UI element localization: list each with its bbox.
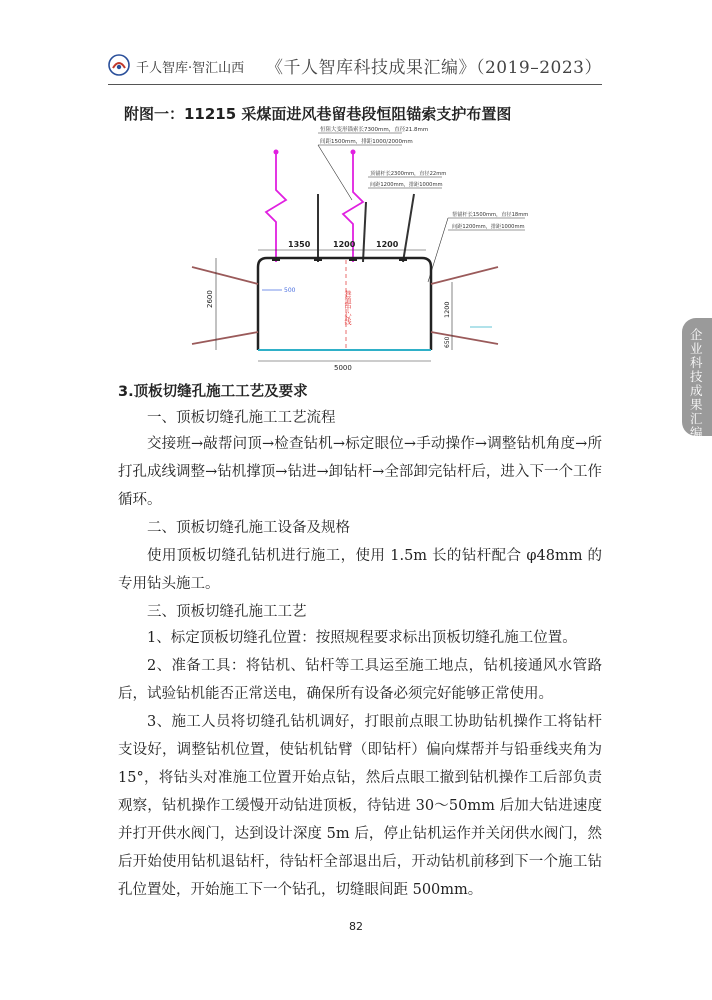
paragraph-equipment: 使用顶板切缝孔钻机进行施工，使用 1.5m 长的钻杆配合 φ48mm 的专用钻头施工。 (118, 548, 602, 592)
section-title: 3.顶板切缝孔施工工艺及要求 (118, 384, 308, 400)
subsection-heading-3: 三、顶板切缝孔施工工艺 (147, 604, 307, 620)
dim-width: 5000 (334, 364, 352, 372)
paragraph-step-1: 1、标定顶板切缝孔位置：按照规程要求标出顶板切缝孔施工位置。 (147, 630, 577, 646)
dim-height: 2600 (206, 290, 214, 308)
side-tab-label: 企业科技成果汇编 (690, 327, 703, 440)
side-spec-label-1: 帮锚杆长1500mm，直径18mm (452, 212, 529, 218)
subsection-heading-1: 一、顶板切缝孔施工工艺流程 (147, 410, 336, 426)
side-bolts-left (192, 267, 258, 344)
cable-leader-line (318, 145, 352, 200)
roof-bolt-2 (363, 202, 366, 262)
publication-title: 《千人智库科技成果汇编》（2019–2023） (265, 58, 602, 78)
bolt-spec-label-1: 顶锚杆长2300mm，直径22mm (370, 171, 447, 177)
side-bolts-right (431, 267, 498, 344)
dim-top-right: 1200 (376, 240, 399, 249)
roof-bolt-3 (403, 194, 414, 262)
center-line-label: 巷道中心线 (344, 290, 352, 325)
dim-side-spacing: 1200 (443, 301, 451, 318)
paragraph-step-2: 2、准备工具：将钻机、钻杆等工具运至施工地点，钻机接通风水管路后，试验钻机能否正常送电，确保所有设备必须完好能够正常使用。 (118, 658, 602, 702)
cable-spec-label-1: 恒阻大变形锚索长7300mm，直径21.8mm (320, 127, 429, 133)
page-header (108, 46, 602, 82)
dim-top-mid: 1200 (333, 240, 356, 249)
anchor-cable-left (266, 152, 286, 262)
anchor-cable-left-head (274, 150, 279, 155)
side-tab (682, 318, 712, 440)
side-spec-label-2: 间距1200mm，排距1000mm (452, 224, 525, 230)
paragraph-step-3: 3、施工人员将切缝孔钻机调好，打眼前点眼工协助钻机操作工将钻杆支设好，调整钻机位置，使钻机钻臂（即钻杆）偏向煤帮并与铅垂线夹角为 15°，将钻头对准施工位置开始点钻，然后点眼工撤到钻机操作工后部负责观察，钻机操作工缓慢开动钻进顶板，待钻进 30～50mm 后加大钻进速度并打开供水阀门，达到设计深度 5m 后，停止钻机运作并关闭供水阀门，然后开始使用钻机退钻杆，待钻杆全部退出后，开动钻机前移到下一个施工钻孔位置处，开始施工下一个钻孔，切缝眼间距 500mm。 (118, 714, 602, 898)
dim-side-bottom: 650 (444, 336, 451, 348)
logo-icon (108, 54, 130, 76)
cable-spec-label-2: 间距1500mm，排距1000/2000mm (320, 139, 413, 145)
bolt-spec-label-2: 间距1200mm，排距1000mm (370, 182, 443, 188)
dim-offset: 500 (284, 287, 296, 294)
roadway-support-diagram (170, 122, 540, 377)
subsection-heading-2: 二、顶板切缝孔施工设备及规格 (147, 520, 350, 536)
dim-top-left: 1350 (288, 240, 311, 249)
anchor-cable-right-head (351, 150, 356, 155)
header-divider (108, 84, 602, 85)
paragraph-workflow: 交接班→敲帮问顶→检查钻机→标定眼位→手动操作→调整钻机角度→所打孔成线调整→钻机撑顶→钻进→卸钻杆→全部卸完钻杆后，进入下一个工作循环。 (118, 436, 602, 508)
page-number: 82 (349, 920, 363, 933)
org-name: 千人智库·智汇山西 (136, 61, 245, 76)
figure-title: 附图一：11215 采煤面进风巷留巷段恒阻锚索支护布置图 (124, 105, 512, 123)
